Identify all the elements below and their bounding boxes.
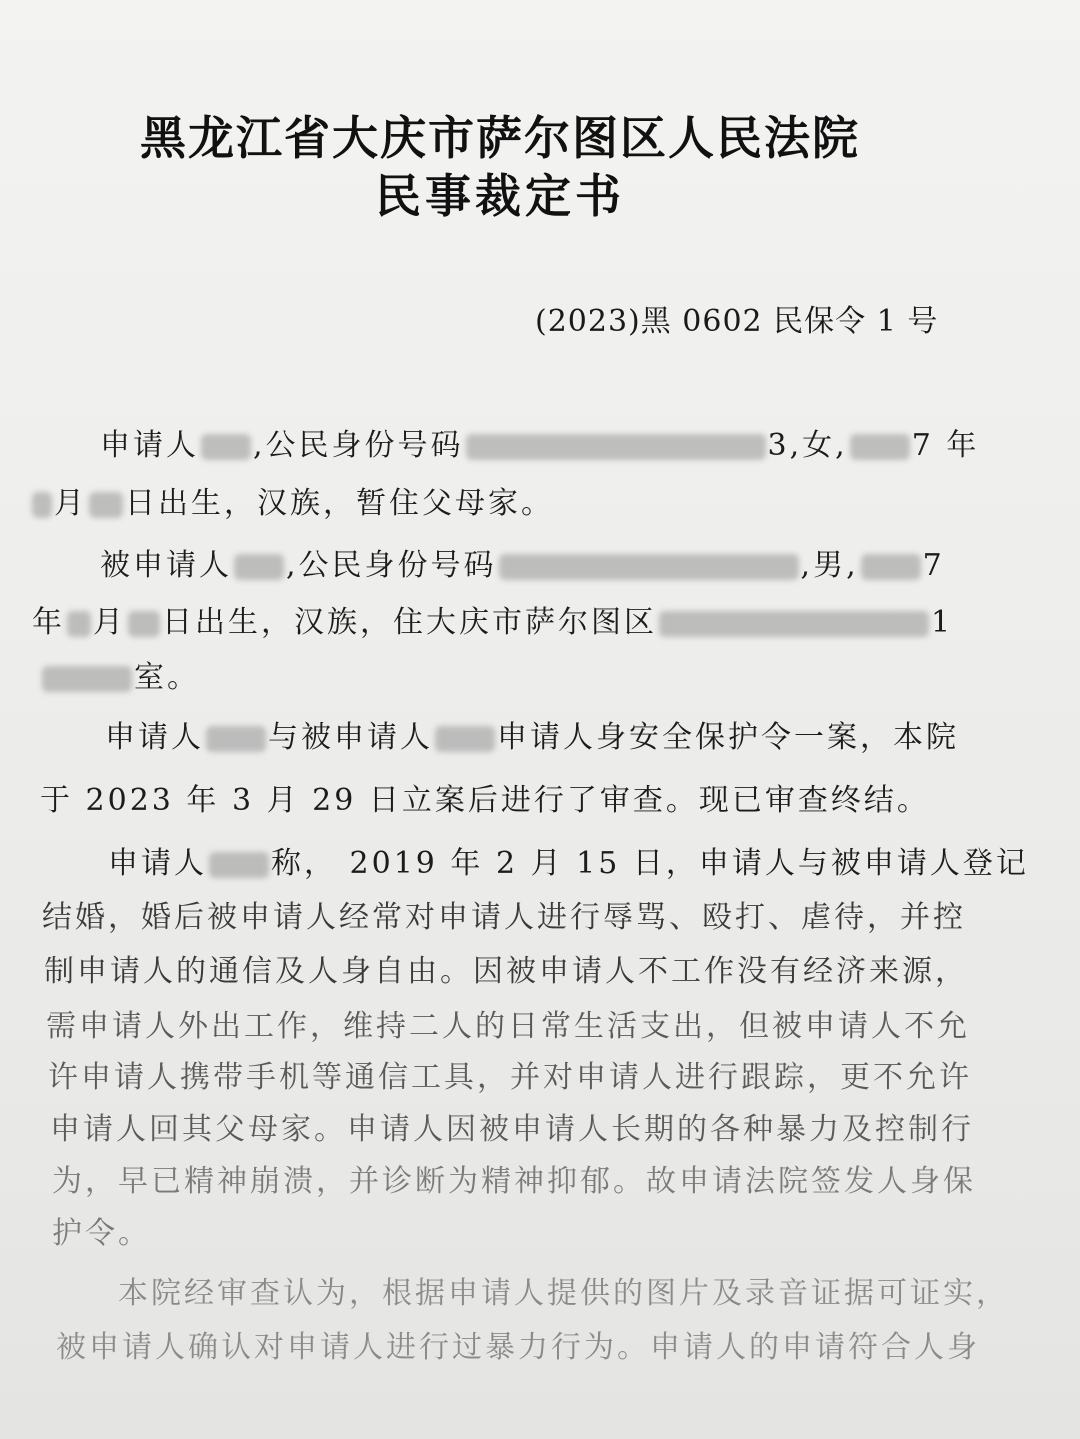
redaction xyxy=(128,611,160,637)
redaction xyxy=(659,611,929,637)
p1-line-2: 月 日出生，汉族，暂住父母家。 xyxy=(30,478,554,522)
redaction xyxy=(234,554,284,580)
p2-line-1: 被申请人 ,公民身份号码 ,男, 7 xyxy=(100,548,945,583)
document-type: 民事裁定书 xyxy=(375,169,625,223)
redaction xyxy=(499,554,799,580)
redaction xyxy=(89,492,123,518)
p4-line-1: 申请人 称， 2019 年 2 月 15 日，申请人与被申请人登记 xyxy=(108,846,1029,881)
p4-line-2: 结婚，婚后被申请人经常对申请人进行辱骂、殴打、虐待，并控 xyxy=(42,900,966,935)
p2-line-2: 年 月 日出生，汉族，住大庆市萨尔图区 1 xyxy=(32,605,954,640)
redaction xyxy=(466,434,766,460)
p4-line-5: 许申请人携带手机等通信工具，并对申请人进行跟踪，更不允许 xyxy=(48,1060,972,1095)
redaction xyxy=(201,434,251,460)
redaction xyxy=(32,492,52,518)
p1-line-1: 申请人 ,公民身份号码 3,女, 7 年 xyxy=(100,428,980,463)
p3-line-1: 申请人 与被申请人 申请人身安全保护令一案，本院 xyxy=(105,720,959,755)
redaction xyxy=(209,852,269,878)
redaction xyxy=(435,726,495,752)
redaction xyxy=(206,726,266,752)
p4-line-3: 制申请人的通信及人身自由。因被申请人不工作没有经济来源， xyxy=(44,954,968,989)
p5-line-2: 被申请人确认对申请人进行过暴力行为。申请人的申请符合人身 xyxy=(56,1330,980,1365)
p4-line-7: 为，早已精神崩溃，并诊断为精神抑郁。故申请法院签发人身保 xyxy=(52,1164,976,1199)
redaction xyxy=(861,554,921,580)
p3-line-2: 于 2023 年 3 月 29 日立案后进行了审查。现已审查终结。 xyxy=(40,783,930,818)
p4-line-4: 需申请人外出工作，维持二人的日常生活支出，但被申请人不允 xyxy=(46,1009,970,1044)
redaction xyxy=(67,611,91,637)
p2-line-3: 室。 xyxy=(40,652,200,696)
p4-line-8: 护令。 xyxy=(52,1216,151,1251)
redaction xyxy=(42,666,132,692)
redaction xyxy=(850,434,910,460)
p5-line-1: 本院经审查认为，根据申请人提供的图片及录音证据可证实， xyxy=(118,1276,1009,1311)
case-number: (2023)黑 0602 民保令 1 号 xyxy=(535,304,939,339)
court-name: 黑龙江省大庆市萨尔图区人民法院 xyxy=(140,111,860,165)
p4-line-6: 申请人回其父母家。申请人因被申请人长期的各种暴力及控制行 xyxy=(50,1112,974,1147)
